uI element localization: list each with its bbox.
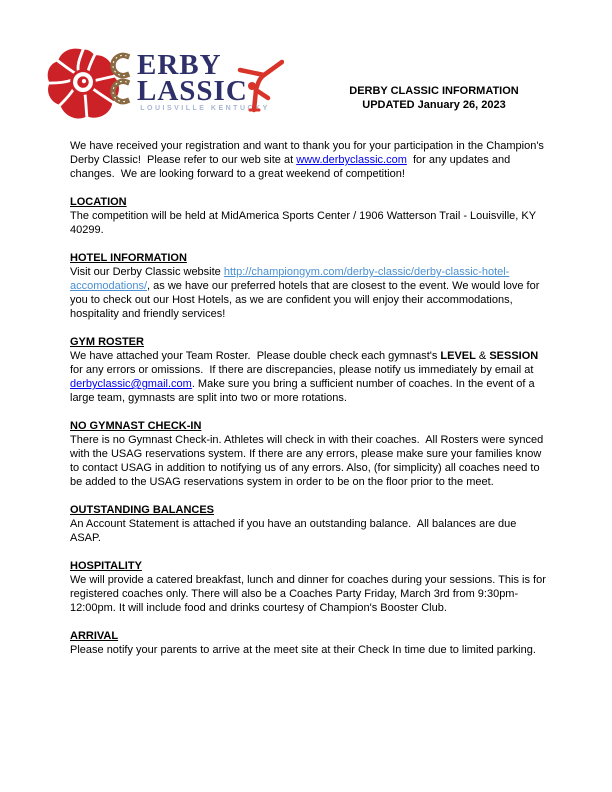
document-section — [70, 629, 547, 657]
text-segment: An Account Statement is attached if you have an outstanding balance. All balances are due ASAP. — [70, 518, 519, 544]
document-title — [318, 84, 550, 112]
section-heading: HOSPITALITY — [70, 560, 142, 572]
document-section — [70, 335, 547, 405]
text-segment: We will provide a catered breakfast, lunch and dinner for coaches during your sessions. This is for registered coaches only. There will also be a Coaches Party Friday, March 3rd from 9:30pm-12:00pm. It will include food and drinks courtesy of Champion's Booster Club. — [70, 574, 549, 614]
section-body — [70, 517, 547, 545]
text-segment: , as we have our preferred hotels that are closest to the event. We would love for you to check out our Host Hotels, as we are confident you will enjoy their accommodations, hospitality and friendly services! — [70, 280, 543, 320]
document-body — [70, 139, 547, 657]
email-link[interactable]: derbyclassic@gmail.com — [70, 378, 192, 390]
section-body — [70, 433, 547, 489]
text-segment: SESSION — [489, 350, 539, 362]
text-segment: LEVEL — [440, 350, 476, 362]
section-body — [70, 573, 547, 615]
text-segment: for any errors or omissions. If there are discrepancies, please notify us immediately by email at — [70, 350, 542, 376]
text-segment: & — [475, 350, 490, 362]
logo-word-derby: ERBY — [137, 49, 222, 81]
text-segment: We have attached your Team Roster. Please double check each gymnast's — [70, 350, 441, 362]
document-section — [70, 503, 547, 545]
horseshoe-d-icon — [104, 52, 136, 79]
section-heading: HOTEL INFORMATION — [70, 252, 187, 264]
text-segment: Please notify your parents to arrive at the meet site at their Check In time due to limited parking. — [70, 644, 536, 656]
section-heading: NO GYMNAST CHECK-IN — [70, 420, 202, 432]
section-heading: GYM ROSTER — [70, 336, 144, 348]
sections — [70, 195, 547, 657]
text-segment: There is no Gymnast Check-in. Athletes will check in with their coaches. All Rosters were synced with the USAG reservations system. If there are any errors, please make sure your families know to contact USAG in addition to notifying us of any errors. Also, (for simplicity) all coaches need to be added to the USAG reservations system in order to be on the floor prior to the meet. — [70, 434, 547, 488]
document-section — [70, 195, 547, 237]
section-heading: LOCATION — [70, 196, 127, 208]
text-segment: Visit our Derby Classic website — [70, 266, 224, 278]
intro-paragraph — [70, 139, 547, 181]
text-segment: for any updates and changes. We are looking forward to a great weekend of competition! — [70, 154, 514, 180]
document-title-line2: UPDATED January 26, 2023 — [362, 99, 506, 111]
section-heading: ARRIVAL — [70, 630, 119, 642]
document-section — [70, 419, 547, 489]
document-section — [70, 559, 547, 615]
text-segment: We have received your registration and want to thank you for your participation in the Champion's Derby Classic! Please refer to our web site at — [70, 140, 547, 166]
logo-word-classic: LASSIC — [137, 75, 248, 107]
section-body — [70, 349, 547, 405]
gymnast-icon — [232, 58, 284, 114]
section-body — [70, 209, 547, 237]
document-section — [70, 251, 547, 321]
document-title-line1: DERBY CLASSIC INFORMATION — [349, 85, 519, 97]
text-segment: . Make sure you bring a sufficient number of coaches. In the event of a large team, gymnasts are split into two or more rotations. — [70, 378, 538, 404]
section-body — [70, 265, 547, 321]
section-body — [70, 643, 547, 657]
section-heading: OUTSTANDING BALANCES — [70, 504, 215, 516]
logo-subtitle: LOUISVILLE KENTUCKY — [140, 105, 270, 112]
text-segment: The competition will be held at MidAmerica Sports Center / 1906 Watterson Trail - Louisville, KY 40299. — [70, 210, 539, 236]
horseshoe-c-icon — [104, 78, 136, 105]
hotel-accommodations-link[interactable]: http://championgym.com/derby-classic/derby-classic-hotel-accomodations/ — [70, 266, 510, 292]
derbyclassic-link[interactable]: www.derbyclassic.com — [296, 154, 407, 166]
